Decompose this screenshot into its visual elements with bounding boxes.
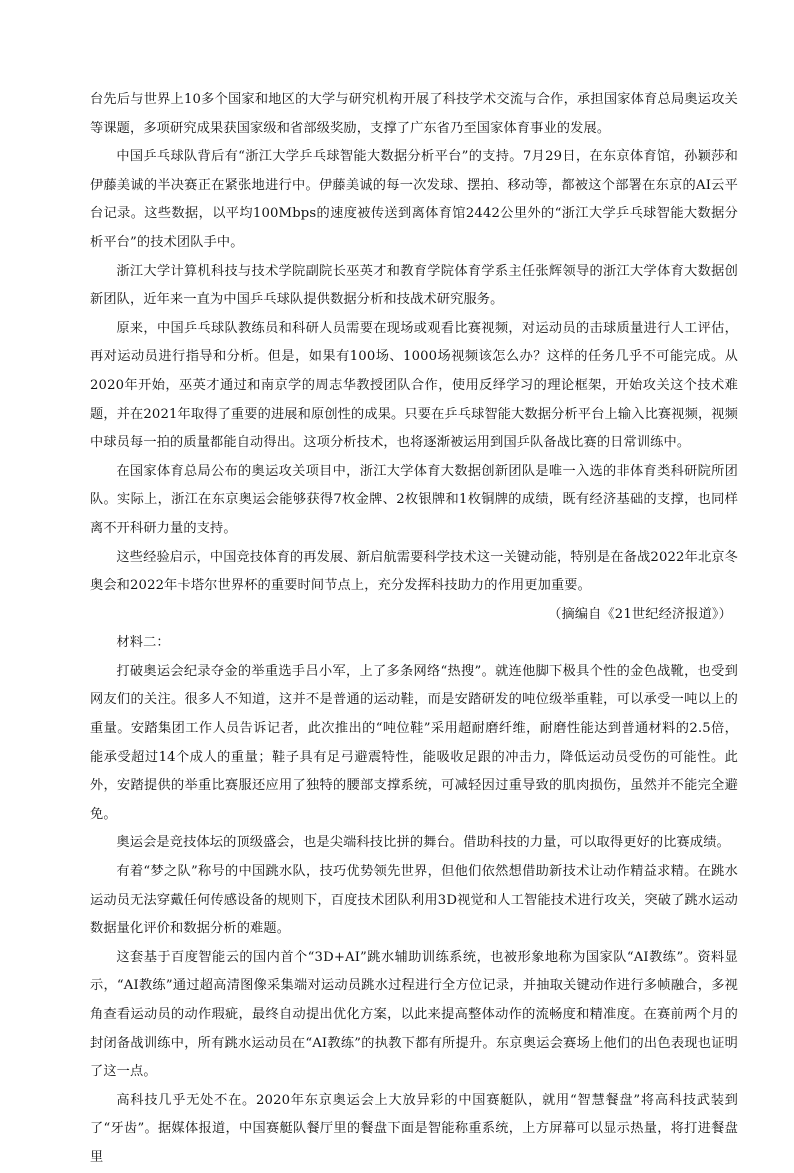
paragraph-olympic-project: 在国家体育总局公布的奥运攻关项目中，浙江大学体育大数据创新团队是唯一入选的非体育类科研院所团队。实际上，浙江在东京奥运会能够获得7枚金牌、2枚银牌和1枚铜牌的成绩，既有经济基础的支撑，也同样离不开科研力量的支持。: [90, 463, 738, 536]
paragraph-continuation: 台先后与世界上10多个国家和地区的大学与研究机构开展了科技学术交流与合作，承担国家体育总局奥运攻关等课题，多项研究成果获国家级和省部级奖励，支撑了广东省乃至国家体育事业的发展。: [90, 92, 738, 136]
source-citation: （摘编自《21世纪经济报道》）: [548, 606, 732, 622]
paragraph-ai-coach: 这套基于百度智能云的国内首个“3D+AI”跳水辅助训练系统，也被形象地称为国家队“AI教练”。资料显示，“AI教练”通过超高清图像采集端对运动员跳水过程进行全方位记录，并抽取关键动作进行多帧融合，多视角查看运动员的动作瑕疵，最终自动提出优化方案，以此来提高整体动作的流畅度和精准度。在赛前两个月的封闭备战训练中，所有跳水运动员在“AI教练”的执教下都有所提升。东京奥运会赛场上他们的出色表现也证明了这一点。: [90, 949, 738, 1080]
paragraph-video-analysis: 原来，中国乒乓球队教练员和科研人员需要在现场或观看比赛视频，对运动员的击球质量进行人工评估，再对运动员进行指导和分析。但是，如果有100场、1000场视频该怎么办？这样的任务几乎不可能完成。从2020年开始，巫英才通过和南京学的周志华教授团队合作，使用反绎学习的理论框架，开始攻关这个技术难题，并在2021年取得了重要的进展和原创性的成果。只要在乒乓球智能大数据分析平台上输入比赛视频，视频中球员每一拍的质量都能自动得出。这项分析技术，也将逐渐被运用到国乒队备战比赛的日常训练中。: [90, 320, 738, 451]
paragraph-lessons: 这些经验启示，中国竞技体育的再发展、新启航需要科学技术这一关键动能，特别是在备战2022年北京冬奥会和2022年卡塔尔世界杯的重要时间节点上，充分发挥科技助力的作用更加重要。: [90, 549, 738, 594]
document-page: [90, 86, 738, 1173]
paragraph-smart-plate: 高科技几乎无处不在。2020年东京奥运会上大放异彩的中国赛艇队，就用“智慧餐盘”将高科技武装到了“牙齿”。据媒体报道，中国赛艇队餐厅里的餐盘下面是智能称重系统，上方屏幕可以显示热量，将打进餐盘里: [90, 1092, 738, 1165]
paragraph-zju-team: 浙江大学计算机科技与技术学院副院长巫英才和教育学院体育学系主任张辉领导的浙江大学体育大数据创新团队，近年来一直为中国乒乓球队提供数据分析和技战术研究服务。: [90, 263, 738, 308]
paragraph-weightlifting-shoes: 打破奥运会纪录夺金的举重选手吕小军，上了多条网络“热搜”。就连他脚下极具个性的金色战靴，也受到网友们的关注。很多人不知道，这并不是普通的运动鞋，而是安踏研发的吨位级举重鞋，可以承受一吨以上的重量。安踏集团工作人员告诉记者，此次推出的“吨位鞋”采用超耐磨纤维，耐磨性能达到普通材料的2.5倍，能承受超过14个成人的重量；鞋子具有足弓避震特性，能吸收足跟的冲击力，降低运动员受伤的可能性。此外，安踏提供的举重比赛服还应用了独特的腰部支撑系统，可减轻因过重导致的肌肉损伤，虽然并不能完全避免。: [90, 663, 738, 822]
paragraph-table-tennis-platform: 中国乒乓球队背后有“浙江大学乒乓球智能大数据分析平台”的支持。7月29日，在东京体育馆，孙颖莎和伊藤美诚的半决赛正在紧张地进行中。伊藤美诚的每一次发球、摆拍、移动等，都被这个部署在东京的AI云平台记录。这些数据，以平均100Mbps的速度被传送到离体育馆2442公里外的“浙江大学乒乓球智能大数据分析平台”的技术团队手中。: [90, 149, 738, 250]
material-two-heading: 材料二：: [116, 635, 170, 651]
paragraph-diving-team: 有着“梦之队”称号的中国跳水队，技巧优势领先世界，但他们依然想借助新技术让动作精益求精。在跳水运动员无法穿戴任何传感设备的规则下，百度技术团队利用3D视觉和人工智能技术进行攻关，突破了跳水运动数据量化评价和数据分析的难题。: [90, 864, 738, 937]
paragraph-olympics-tech: 奥运会是竞技体坛的顶级盛会，也是尖端科技比拼的舞台。借助科技的力量，可以取得更好的比赛成绩。: [116, 835, 730, 851]
